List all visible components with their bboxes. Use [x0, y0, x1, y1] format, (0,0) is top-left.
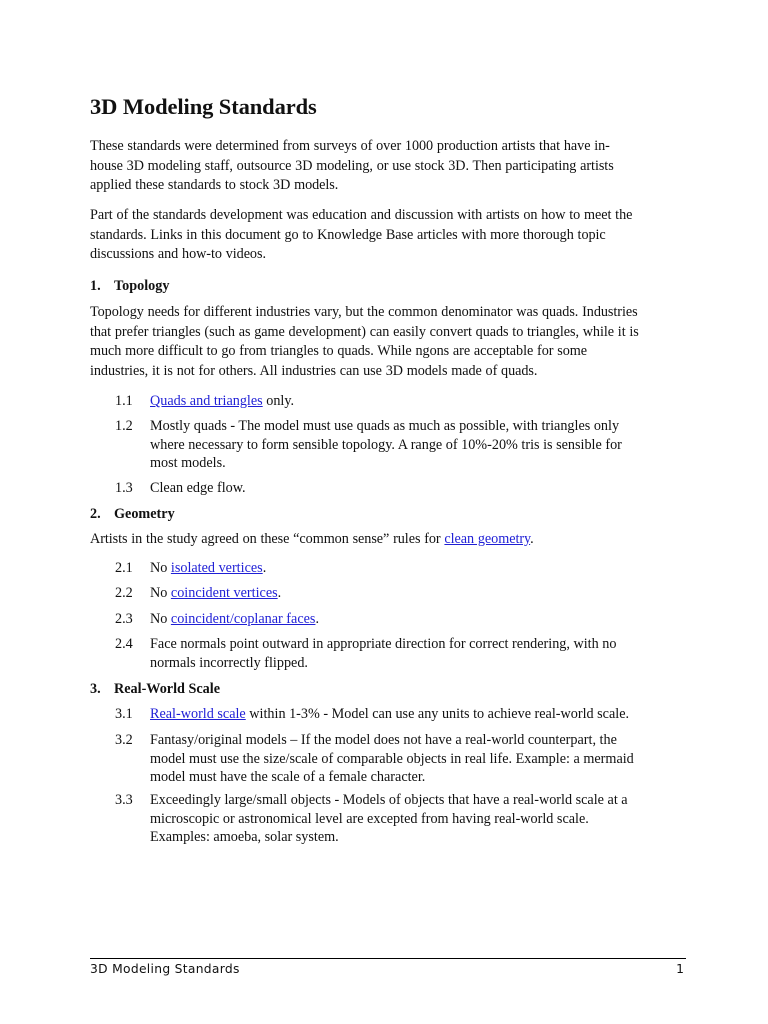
text-line: Part of the standards development was education and discussion with artists on how to meet the: [90, 207, 633, 223]
text-line: microscopic or astronomical level are excepted from having real-world scale.: [150, 810, 589, 827]
text-line: industries, it is not for others. All industries can use 3D models made of quads.: [90, 362, 538, 379]
item-number: 2.4: [115, 636, 133, 652]
text-line: house 3D modeling staff, outsource 3D modeling, or use stock 3D. Then participating artists: [90, 157, 614, 174]
coincident-vertices-link[interactable]: coincident vertices: [170, 585, 278, 601]
item-text: [150, 635, 685, 672]
page-title: 3D Modeling Standards: [90, 94, 317, 119]
item-text-suffix: .: [277, 585, 282, 601]
item-number: 2.3: [115, 611, 133, 627]
item-text-prefix: No: [150, 611, 171, 627]
text-line: normals incorrectly flipped.: [150, 654, 308, 671]
text-line: that prefer triangles (such as game development) can easily convert quads to triangles, while it is: [90, 323, 639, 340]
page-number: 1: [676, 962, 684, 976]
intro-paragraph: [90, 137, 686, 196]
item-text-prefix: No: [150, 585, 171, 601]
text-line: Face normals point outward in appropriate direction for correct rendering, with no: [150, 636, 617, 652]
text-line: Mostly quads - The model must use quads as much as possible, with triangles only: [150, 418, 620, 434]
footer-title: 3D Modeling Standards: [90, 962, 240, 976]
section-title: Geometry: [114, 506, 175, 522]
quads-and-triangles-link[interactable]: Quads and triangles: [150, 393, 263, 409]
item-number: 3.1: [115, 706, 133, 722]
item-number: 2.2: [115, 585, 133, 601]
section-number: 2.: [90, 506, 101, 522]
text-line: model must have the scale of a female character.: [150, 769, 426, 786]
item-number: 3.3: [115, 792, 133, 808]
item-number: 1.3: [115, 480, 133, 496]
item-number: 2.1: [115, 560, 133, 576]
document-page: [90, 0, 686, 1024]
text-line: most models.: [150, 455, 226, 472]
intro-paragraph-2: [90, 206, 686, 265]
item-text: [150, 559, 685, 578]
item-number: 1.2: [115, 418, 133, 434]
topology-paragraph: [90, 303, 686, 381]
geometry-paragraph: [90, 530, 686, 550]
coincident-coplanar-faces-link[interactable]: coincident/coplanar faces: [170, 611, 316, 627]
text-line: Topology needs for different industries vary, but the common denominator was quads. Industries: [90, 304, 638, 320]
item-text: Clean edge flow.: [150, 480, 246, 496]
footer-divider: [90, 958, 686, 959]
text-line: Fantasy/original models – If the model does not have a real-world counterpart, the: [150, 732, 617, 748]
item-text-prefix: No: [150, 560, 171, 576]
item-number: 1.1: [115, 393, 133, 409]
section-heading-real-world-scale: [90, 680, 220, 699]
real-world-scale-link[interactable]: Real-world scale: [150, 706, 246, 722]
item-text-suffix: only.: [262, 393, 295, 409]
text-line: discussions and how-to videos.: [90, 246, 266, 263]
item-text: [150, 417, 685, 473]
item-text: [150, 392, 685, 411]
section-number: 1.: [90, 278, 101, 294]
item-text: [150, 705, 685, 724]
text-line: These standards were determined from surveys of over 1000 production artists that have in-: [90, 138, 610, 154]
text-line: [90, 530, 686, 550]
section-title: Real-World Scale: [114, 681, 220, 697]
item-text: [150, 791, 685, 847]
section-title: Topology: [114, 278, 170, 294]
item-text: [150, 731, 685, 787]
section-heading-geometry: [90, 505, 175, 524]
item-text: [150, 584, 685, 603]
section-number: 3.: [90, 681, 101, 697]
item-text-suffix: within 1-3% - Model can use any units to achieve real-world scale.: [245, 706, 630, 722]
text-line: Exceedingly large/small objects - Models of objects that have a real-world scale at a: [150, 792, 628, 808]
text-line: where necessary to form sensible topology. A range of 10%-20% tris is sensible for: [150, 436, 622, 453]
clean-geometry-link[interactable]: clean geometry: [444, 531, 531, 547]
text-line: standards. Links in this document go to Knowledge Base articles with more thorough topic: [90, 226, 606, 243]
item-text-suffix: .: [262, 560, 267, 576]
isolated-vertices-link[interactable]: isolated vertices: [170, 560, 263, 576]
section-heading-topology: [90, 277, 169, 296]
text-line: model must use the size/scale of comparable objects in real life. Example: a mermaid: [150, 750, 634, 767]
item-text-suffix: .: [315, 611, 319, 627]
item-text: [150, 610, 685, 629]
text-line: much more difficult to go from triangles to quads. While ngons are acceptable for some: [90, 343, 587, 360]
geometry-text: Artists in the study agreed on these “common sense” rules for: [90, 531, 445, 547]
item-number: 3.2: [115, 732, 133, 748]
text-line: applied these standards to stock 3D models.: [90, 177, 339, 194]
text-line: Examples: amoeba, solar system.: [150, 829, 339, 846]
geometry-text-suffix: .: [530, 531, 534, 547]
